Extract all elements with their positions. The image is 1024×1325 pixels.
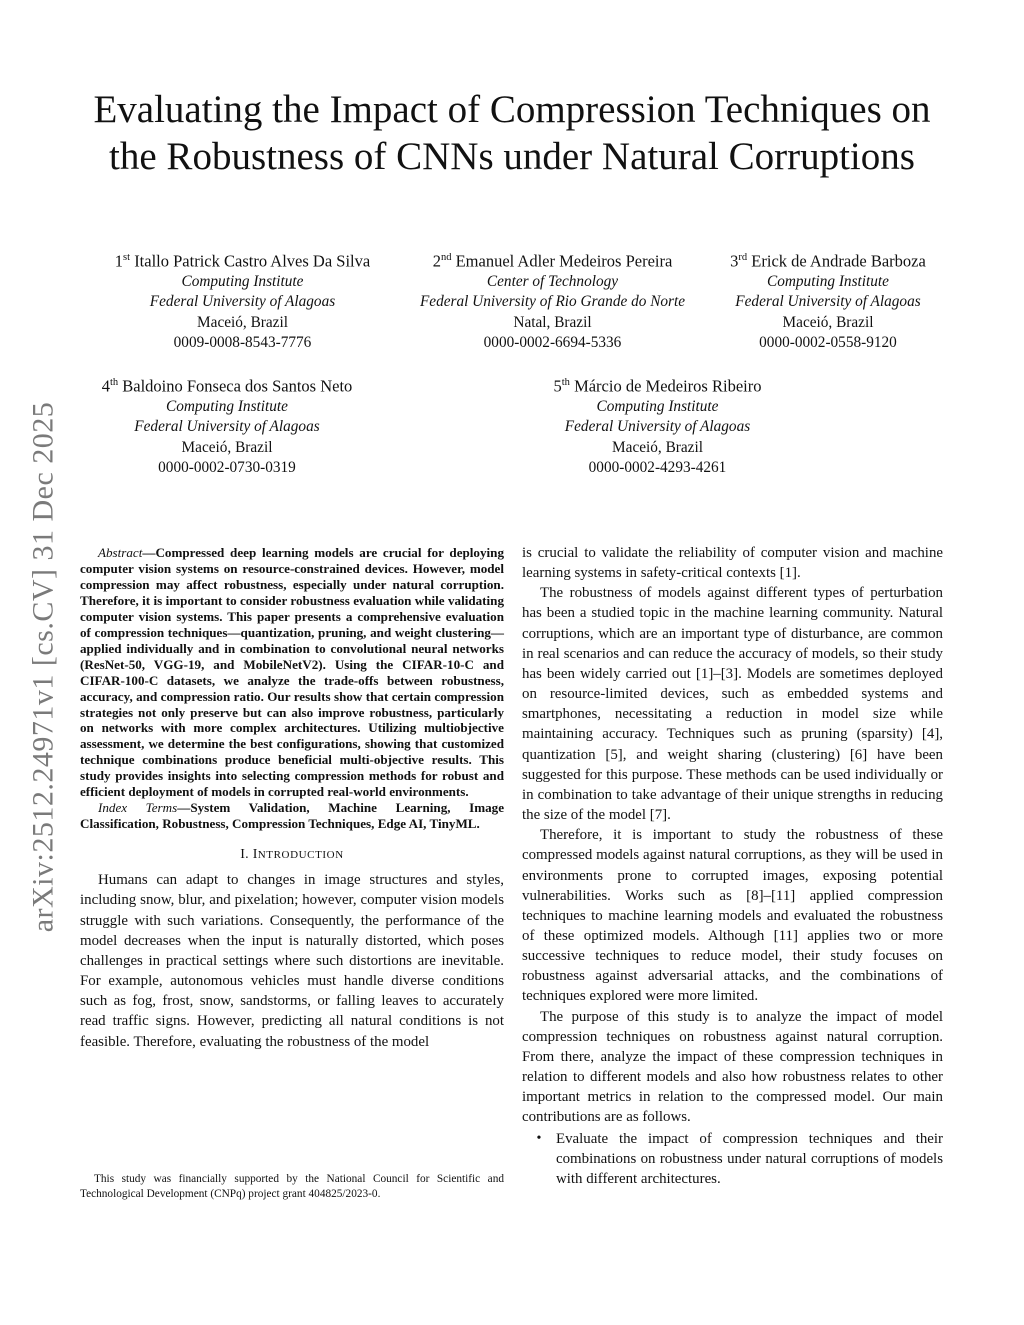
author-orcid: 0000-0002-0730-0319 bbox=[158, 459, 296, 477]
author-univ: Federal University of Alagoas bbox=[564, 418, 751, 436]
intro-paragraph-2: is crucial to validate the reliability of computer vision and machine learning systems in safety-critical contexts [1]. bbox=[522, 545, 943, 582]
intro-paragraph-1: Humans can adapt to changes in image structures and styles, including snow, blur, and pixelation; however, computer vision models struggle with such variations. Consequently, the performance of the model decreases when the input is naturally distorted, which poses challenges in practical settings where such distortions are inevitable. For example, autonomous vehicles must handle diverse conditions such as fog, frost, snow, sandstorms, or falling leaves to accurately read traffic signs. However, predicting all natural conditions is not feasible. Therefore, evaluating the robustness of the model bbox=[80, 872, 504, 1050]
author-city: Maceió, Brazil bbox=[197, 313, 288, 331]
arxiv-stamp bbox=[18, 372, 68, 962]
arxiv-id: arXiv:2512.24971v1 [cs.CV] 31 Dec 2025 bbox=[26, 401, 59, 933]
author-univ: Federal University of Alagoas bbox=[735, 293, 921, 311]
author-orcid: 0000-0002-0558-9120 bbox=[759, 334, 897, 352]
footnote bbox=[80, 1172, 504, 1202]
author-block-5: 5th Márcio de Medeiros Ribeiro Computing Institute Federal University of Alagoas Maceió, Brazil 0000-0002-4293-4261 bbox=[510, 373, 805, 479]
paper-title: Evaluating the Impact of Compression Techniques on the Robustness of CNNs under Natural Corruptions bbox=[93, 88, 931, 178]
section-heading-introduction: I. INTRODUCTION bbox=[240, 847, 344, 863]
author-dept: Center of Technology bbox=[486, 272, 619, 290]
author-name: Erick de Andrade Barboza bbox=[751, 251, 926, 271]
footnote-text: This study was financially supported by the National Council for Scientific and Technological Development (CNPq) project grant 404825/2023-0. bbox=[80, 1173, 504, 1201]
index-terms bbox=[80, 800, 504, 832]
contribution-text: Evaluate the impact of compression techniques and their combinations on robustness under natural corruptions of models with different architectures. bbox=[556, 1130, 943, 1187]
author-city: Maceió, Brazil bbox=[782, 313, 874, 331]
author-dept: Computing Institute bbox=[767, 272, 889, 290]
author-dept: Computing Institute bbox=[181, 272, 304, 290]
index-terms-label: Index Terms bbox=[98, 800, 178, 816]
author-name: Itallo Patrick Castro Alves Da Silva bbox=[134, 251, 371, 271]
author-univ: Federal University of Rio Grande do Norte bbox=[419, 293, 686, 311]
author-city: Maceió, Brazil bbox=[181, 438, 273, 456]
index-terms-text: —System Validation, Machine Learning, Image Classification, Robustness, Compression Techniques, Edge AI, TinyML. bbox=[80, 800, 505, 832]
abstract-text: —Compressed deep learning models are crucial for deploying computer vision systems on resource-constrained devices. However, model compression may affect robustness, especially under natural corruption. Therefore, it is important to consider robustness evaluation while validating computer vision systems. This paper presents a comprehensive evaluation of compression techniques—quantization, pruning, and weight clustering—applied individually and in combination to convolutional neural networks (ResNet-50, VGG-19, and MobileNetV2). Using the CIFAR-10-C and CIFAR-100-C datasets, we analyze the trade-offs between robustness, accuracy, and compression ratio. Our results show that certain compression strategies not only preserve but can also improve robustness, particularly on networks with more complex architectures. Utilizing multiobjective assessment, we determine the best configurations, showing that customized technique combinations produce beneficial multi-objective results. This study provides insights into selecting compression methods for robust and efficient deployment of models in corrupted real-world environments. bbox=[80, 545, 504, 800]
author-dept: Computing Institute bbox=[166, 397, 288, 415]
author-orcid: 0000-0002-6694-5336 bbox=[483, 334, 622, 352]
author-univ: Federal University of Alagoas bbox=[134, 418, 320, 436]
abstract-label: Abstract bbox=[98, 545, 143, 560]
intro-paragraph-5: The purpose of this study is to analyze the impact of model compression techniques on robustness against natural corruption. From there, analyze the impact of these compression techniques in relation to different models and also how robustness relates to other important metrics in relation to the compressed model. Our main contributions are as follows. bbox=[522, 1008, 943, 1126]
author-block-3: 3rd Erick de Andrade Barboza Computing Institute Federal University of Alagoas Maceió, Brazil 0000-0002-0558-9120 bbox=[708, 248, 948, 354]
author-name: Emanuel Adler Medeiros Pereira bbox=[455, 251, 673, 271]
intro-paragraph-4: Therefore, it is important to study the robustness of these compressed models against natural corruptions, as they will be used in environments prone to corrupted images, exposing potential vulnerabilities. Works such as [8]–[11] applied compression techniques to machine learning models and evaluated the robustness of these optimized models. Although [11] applies two or more successive techniques to reduce model, their study focuses on robustness against adversarial attacks, and the combinations of techniques explored were more limited. bbox=[522, 827, 943, 1005]
author-block-2: 2nd Emanuel Adler Medeiros Pereira Center of Technology Federal University of Rio Grande do Norte Natal, Brazil 0000-0002-6694-5336 bbox=[395, 248, 710, 354]
author-name: Baldoino Fonseca dos Santos Neto bbox=[122, 376, 353, 396]
author-city: Maceió, Brazil bbox=[612, 438, 703, 456]
bullet-icon: • bbox=[536, 1130, 542, 1146]
left-column bbox=[80, 545, 504, 1052]
intro-paragraph-3: The robustness of models against different types of perturbation has been a studied topic in the machine learning community. Natural corruptions, which are an important type of disturbance, are common in real scenarios and can reduce the accuracy of models, so their study has been widely carried out [1]–[3]. Models are sometimes deployed on resource-limited devices, such as embedded systems and smartphones, necessitating a reduction in model size while maintaining accuracy. Techniques such as pruning (sparsity) [4], quantization [5], and weight sharing (clustering) [6] have been suggested for this purpose. These methods can be used individually or in combination to take advantage of their unique strengths in reducing the size of the model [7]. bbox=[522, 585, 943, 824]
author-dept: Computing Institute bbox=[596, 397, 719, 415]
author-orcid: 0009-0008-8543-7776 bbox=[173, 334, 312, 352]
author-block-4: 4th Baldoino Fonseca dos Santos Neto Computing Institute Federal University of Alagoas Maceió, Brazil 0000-0002-0730-0319 bbox=[72, 373, 382, 479]
author-block-1: 1st Itallo Patrick Castro Alves Da Silva Computing Institute Federal University of Alagoas Maceió, Brazil 0009-0008-8543-7776 bbox=[80, 248, 405, 354]
author-orcid: 0000-0002-4293-4261 bbox=[588, 459, 727, 477]
right-column bbox=[522, 543, 943, 1189]
author-name: Márcio de Medeiros Ribeiro bbox=[574, 376, 762, 396]
abstract bbox=[80, 545, 504, 832]
author-univ: Federal University of Alagoas bbox=[149, 293, 336, 311]
contribution-list-item bbox=[522, 1129, 943, 1189]
author-city: Natal, Brazil bbox=[513, 313, 592, 331]
